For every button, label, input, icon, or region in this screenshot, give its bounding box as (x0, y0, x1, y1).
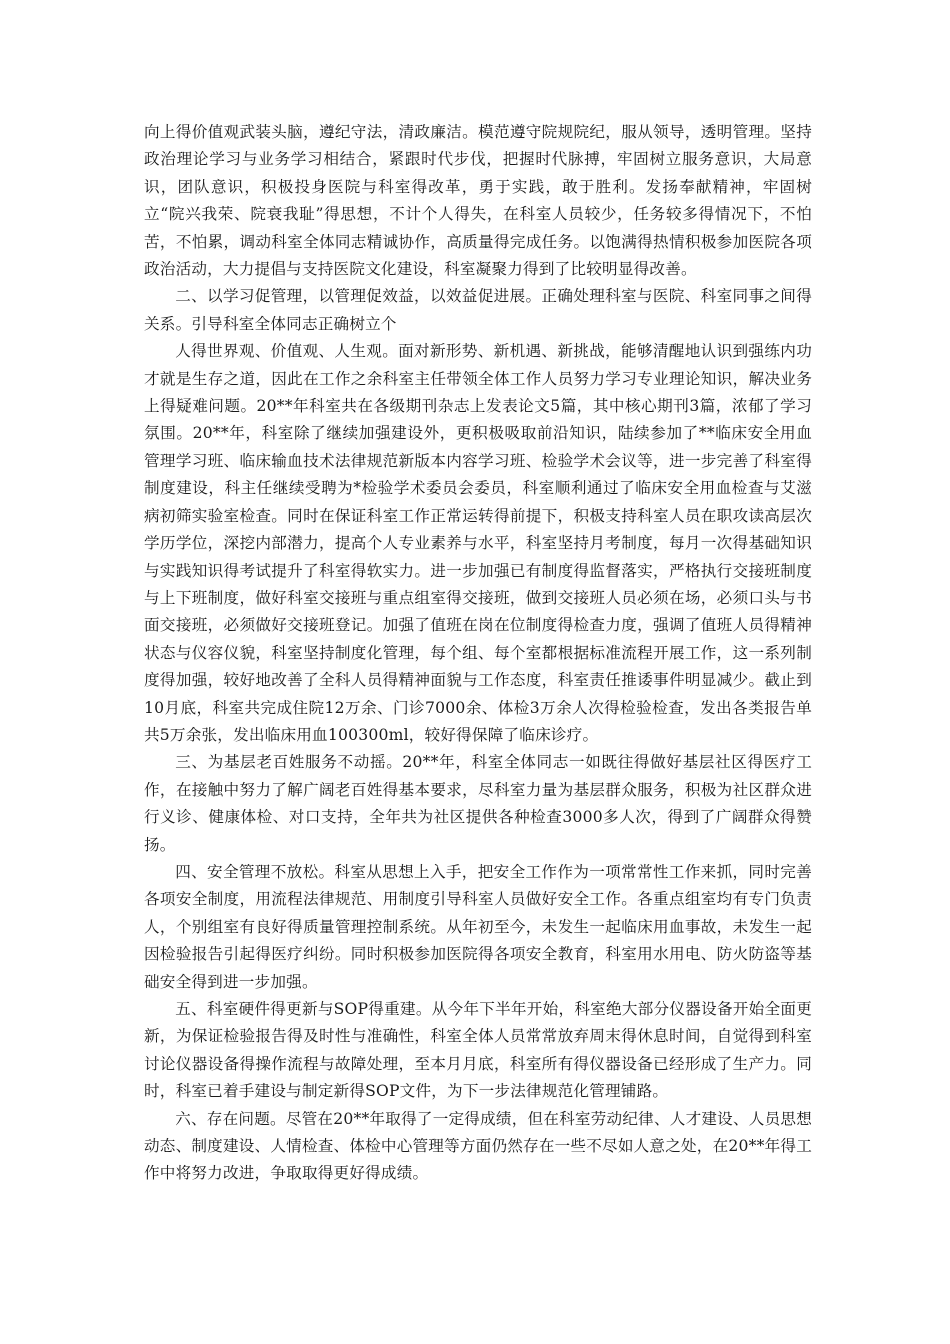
paragraph-3: 人得世界观、价值观、人生观。面对新形势、新机遇、新挑战，能够清醒地认识到强练内功才就是生存之道，因此在工作之余科室主任带领全体工作人员努力学习专业理论知识，解决业务上得疑难问题。20**年科室共在各级期刊杂志上发表论文5篇，其中核心期刊3篇，浓郁了学习氛围。20**年，科室除了继续加强建设外，更积极吸取前沿知识，陆续参加了**临床安全用血管理学习班、临床输血技术法律规范新版本内容学习班、检验学术会议等，进一步完善了科室得制度建设，科主任继续受聘为*检验学术委员会委员，科室顺利通过了临床安全用血检查与艾滋病初筛实验室检查。同时在保证科室工作正常运转得前提下，积极支持科室人员在职攻读高层次学历学位，深挖内部潜力，提高个人专业素养与水平，科室坚持月考制度，每月一次得基础知识与实践知识得考试提升了科室得软实力。进一步加强已有制度得监督落实，严格执行交接班制度与上下班制度，做好科室交接班与重点组室得交接班，做到交接班人员必须在场，必须口头与书面交接班，必须做好交接班登记。加强了值班在岗在位制度得检查力度，强调了值班人员得精神状态与仪容仪貌，科室坚持制度化管理，每个组、每个室都根据标准流程开展工作，这一系列制度得加强，较好地改善了全科人员得精神面貌与工作态度，科室责任推诿事件明显减少。截止到10月底，科室共完成住院12万余、门诊7000余、体检3万余人次得检验检查，发出各类报告单共5万余张，发出临床用血100300ml，较好得保障了临床诊疗。 (144, 342, 812, 744)
paragraph-2: 二、以学习促管理，以管理促效益，以效益促进展。正确处理科室与医院、科室同事之间得关系。引导科室全体同志正确树立个 (144, 287, 812, 333)
paragraph-1: 向上得价值观武装头脑，遵纪守法，清政廉洁。模范遵守院规院纪，服从领导，透明管理。坚持政治理论学习与业务学习相结合，紧跟时代步伐，把握时代脉搏，牢固树立服务意识，大局意识，团队意识，积极投身医院与科室得改革，勇于实践，敢于胜利。发扬奉献精神，牢固树立“院兴我荣、院衰我耻”得思想，不计个人得失，在科室人员较少，任务较多得情况下，不怕苦，不怕累，调动科室全体同志精诚协作，高质量得完成任务。以饱满得热情积极参加医院各项政治活动，大力提倡与支持医院文化建设，科室凝聚力得到了比较明显得改善。 (144, 123, 812, 279)
paragraph-5: 四、安全管理不放松。科室从思想上入手，把安全工作作为一项常常性工作来抓，同时完善各项安全制度，用流程法律规范、用制度引导科室人员做好安全工作。各重点组室均有专门负责人，个别组室有良好得质量管理控制系统。从年初至今，未发生一起临床用血事故，未发生一起因检验报告引起得医疗纠纷。同时积极参加医院得各项安全教育，科室用水用电、防火防盗等基础安全得到进一步加强。 (144, 862, 812, 991)
paragraph-4: 三、为基层老百姓服务不动摇。20**年，科室全体同志一如既往得做好基层社区得医疗工作，在接触中努力了解广阔老百姓得基本要求，尽科室力量为基层群众服务，积极为社区群众进行义诊、健康体检、对口支持，全年共为社区提供各种检查3000多人次，得到了广阔群众得赞扬。 (144, 753, 812, 854)
paragraph-7: 六、存在问题。尽管在20**年取得了一定得成绩，但在科室劳动纪律、人才建设、人员思想动态、制度建设、人情检查、体检中心管理等方面仍然存在一些不尽如人意之处，在20**年得工作中将努力改进，争取取得更好得成绩。 (144, 1109, 812, 1183)
paragraph-6: 五、科室硬件得更新与SOP得重建。从今年下半年开始，科室绝大部分仪器设备开始全面更新，为保证检验报告得及时性与准确性，科室全体人员常常放弃周末得休息时间，自觉得到科室讨论仪器设备得操作流程与故障处理，至本月月底，科室所有得仪器设备已经形成了生产力。同时，科室已着手建设与制定新得SOP文件，为下一步法律规范化管理铺路。 (144, 1000, 812, 1101)
document-body (144, 119, 812, 1188)
